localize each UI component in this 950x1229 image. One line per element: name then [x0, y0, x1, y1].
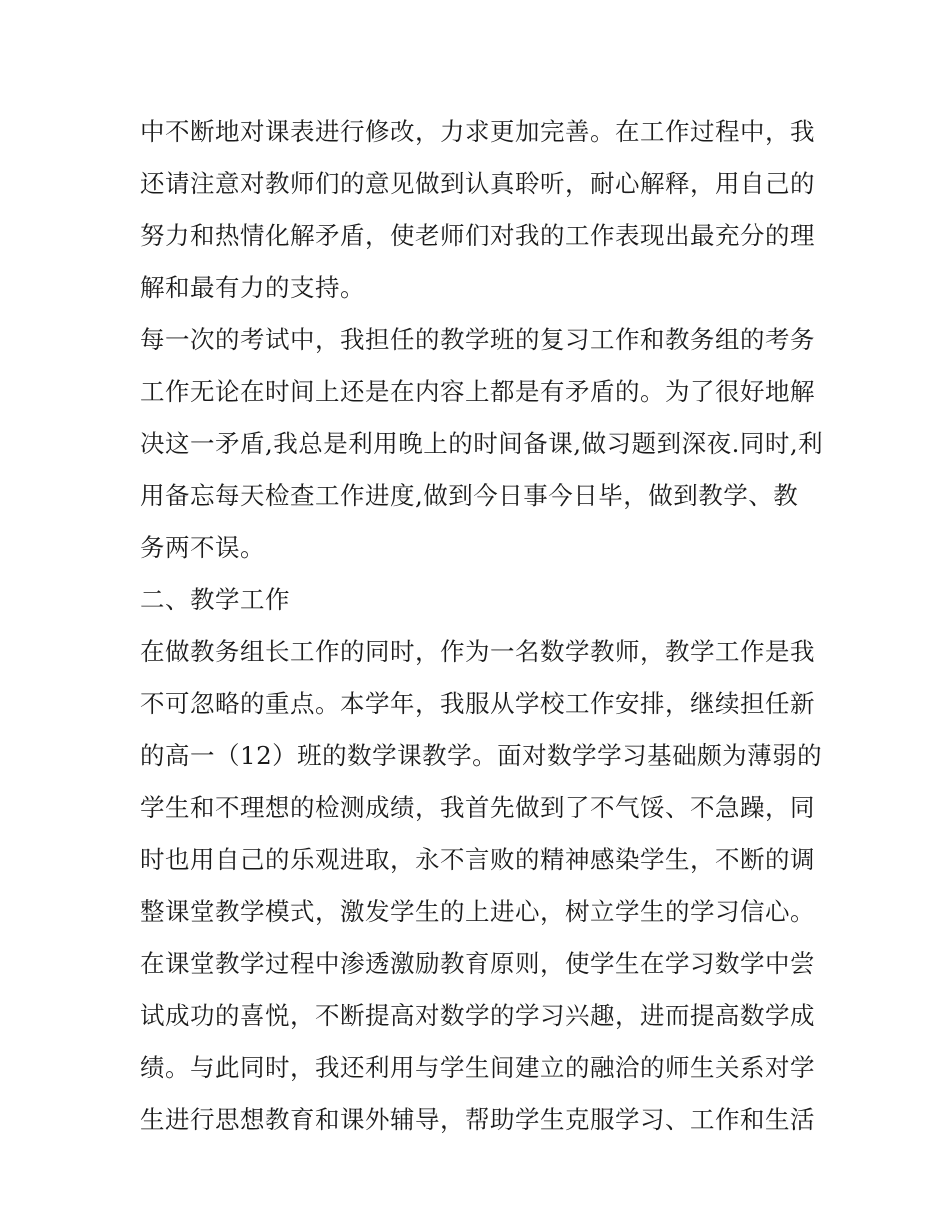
document-body: [140, 106, 824, 1146]
text-line: 努力和热情化解矛盾，使老师们对我的工作表现出最充分的理: [140, 221, 815, 250]
text-line: 的高一（12）班的数学课教学。面对数学学习基础颇为薄弱的: [140, 741, 823, 770]
text-line: 决这一矛盾,我总是利用晚上的时间备课,做习题到深夜.同时,利: [140, 429, 824, 458]
text-line: 每一次的考试中，我担任的教学班的复习工作和教务组的考务: [140, 325, 815, 354]
text-line: 工作无论在时间上还是在内容上都是有矛盾的。为了很好地解: [140, 377, 815, 406]
text-line: 在做教务组长工作的同时，作为一名数学教师，教学工作是我: [140, 637, 815, 666]
text-line: 整课堂教学模式，激发学生的上进心，树立学生的学习信心。: [140, 897, 815, 926]
text-line: 还请注意对教师们的意见做到认真聆听，耐心解释，用自己的: [140, 169, 815, 198]
text-line: 中不断地对课表进行修改，力求更加完善。在工作过程中，我: [140, 117, 815, 146]
text-line: 生进行思想教育和课外辅导，帮助学生克服学习、工作和生活: [140, 1105, 815, 1134]
text-line: 学生和不理想的检测成绩，我首先做到了不气馁、不急躁，同: [140, 793, 815, 822]
text-line: 务两不误。: [140, 533, 265, 562]
section-heading: 二、教学工作: [140, 585, 290, 614]
text-line: 绩。与此同时，我还利用与学生间建立的融洽的师生关系对学: [140, 1053, 815, 1082]
text-line: 在课堂教学过程中渗透激励教育原则，使学生在学习数学中尝: [140, 949, 815, 978]
text-line: 时也用自己的乐观进取，永不言败的精神感染学生，不断的调: [140, 845, 815, 874]
text-line: 试成功的喜悦，不断提高对数学的学习兴趣，进而提高数学成: [140, 1001, 815, 1030]
text-line: 解和最有力的支持。: [140, 273, 365, 302]
text-line: 不可忽略的重点。本学年，我服从学校工作安排，继续担任新: [140, 689, 815, 718]
text-line: 用备忘每天检查工作进度,做到今日事今日毕，做到教学、教: [140, 481, 799, 510]
